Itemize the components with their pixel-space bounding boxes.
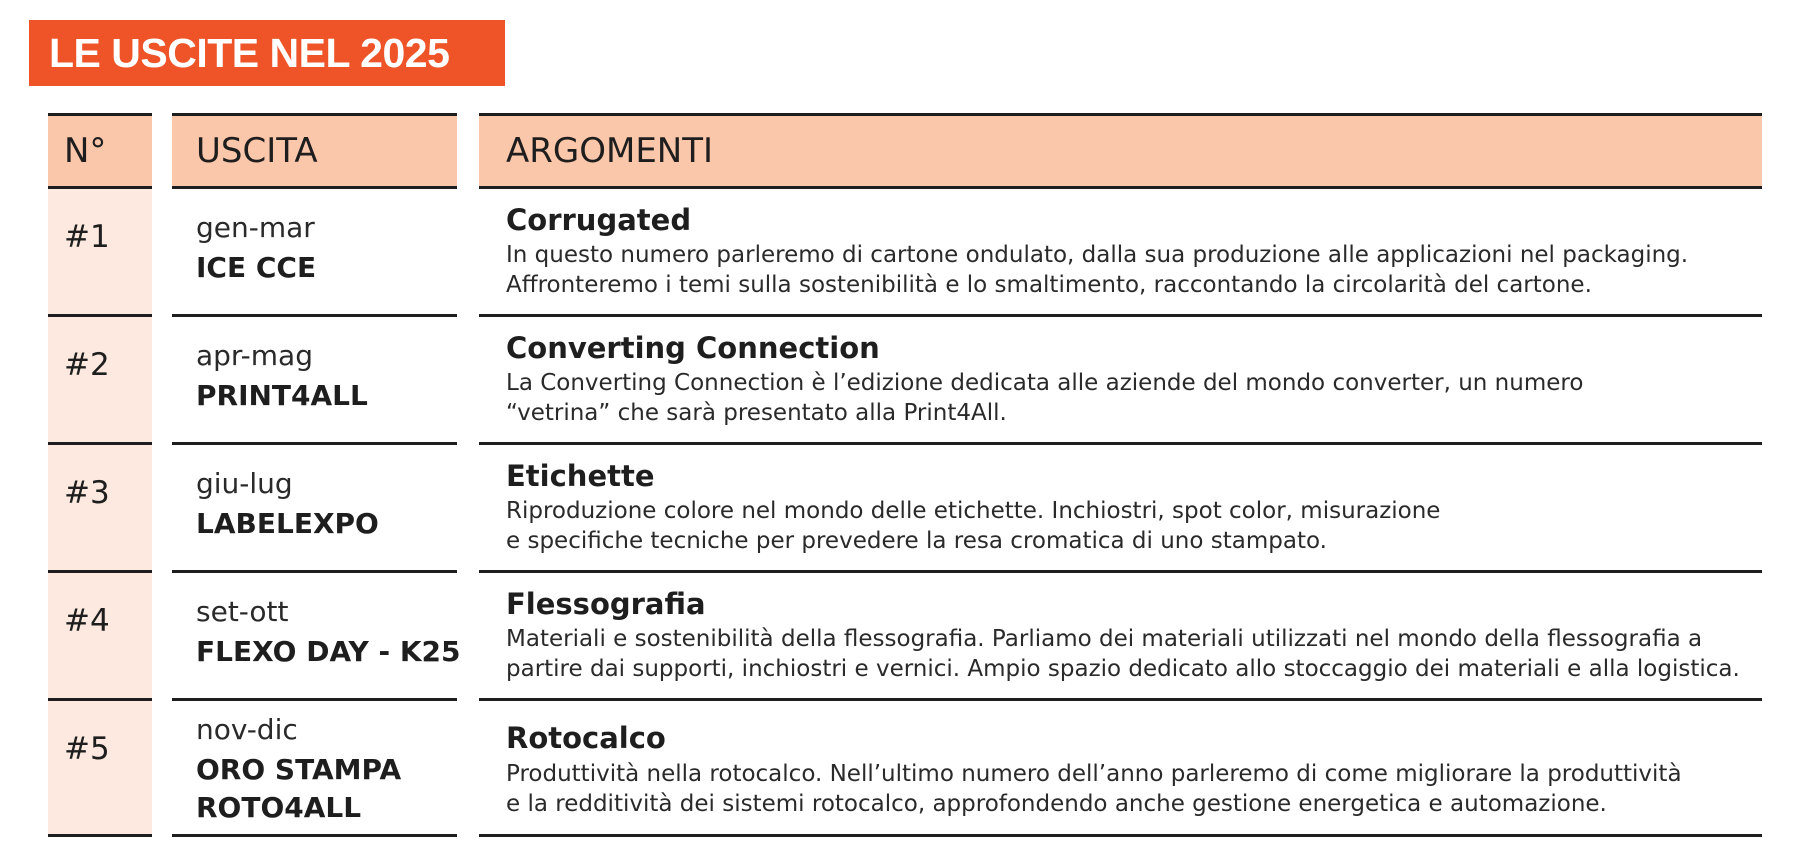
description-line: “vetrina” che sarà presentato alla Print4All. <box>506 400 1007 426</box>
description-line: Riproduzione colore nel mondo delle etichette. Inchiostri, spot color, misurazione <box>506 498 1441 524</box>
issue-event <box>196 751 401 827</box>
topic-description <box>506 368 1756 428</box>
topic-title: Corrugated <box>506 203 692 237</box>
issue-number: #2 <box>64 347 110 383</box>
description-line: Materiali e sostenibilità della flessografia. Parliamo dei materiali utilizzati nel mondo della flessografia a <box>506 626 1703 652</box>
page-title: LE USCITE NEL 2025 <box>49 29 450 76</box>
topic-description <box>506 759 1756 819</box>
issue-period: giu-lug <box>196 467 293 500</box>
issue-number: #5 <box>64 731 110 767</box>
issue-cell <box>172 317 457 445</box>
header-topics: ARGOMENTI <box>479 113 1762 189</box>
issue-cell <box>172 573 461 701</box>
description-line: La Converting Connection è l’edizione dedicata alle aziende del mondo converter, un numero <box>506 370 1584 396</box>
topic-title: Converting Connection <box>506 331 880 365</box>
topic-cell <box>479 317 1762 445</box>
description-line: e la redditività dei sistemi rotocalco, approfondendo anche gestione energetica e automazione. <box>506 791 1607 817</box>
description-line: Affronteremo i temi sulla sostenibilità e lo smaltimento, raccontando la circolarità del cartone. <box>506 272 1592 298</box>
description-line: partire dai supporti, inchiostri e vernici. Ampio spazio dedicato allo stoccaggio dei materiali e alla logistica. <box>506 656 1740 682</box>
issue-cell <box>172 701 457 837</box>
topic-cell <box>479 573 1762 701</box>
issue-event <box>196 249 316 287</box>
topic-title: Etichette <box>506 459 655 493</box>
topic-description <box>506 496 1756 556</box>
topics-column <box>479 113 1762 837</box>
issue-period: apr-mag <box>196 339 313 372</box>
event-line: ICE CCE <box>196 251 317 284</box>
issue-period: set-ott <box>196 595 289 628</box>
issue-number: #3 <box>64 475 110 511</box>
issue-event <box>196 505 379 543</box>
issue-number: #4 <box>64 603 110 639</box>
description-line: Produttività nella rotocalco. Nell’ultimo numero dell’anno parleremo di come migliorare la produttività <box>506 761 1682 787</box>
event-line: FLEXO DAY - K25 <box>196 635 461 668</box>
topic-title: Flessografia <box>506 587 706 621</box>
event-line: ROTO4ALL <box>196 791 362 824</box>
number-column <box>48 113 152 837</box>
number-cell <box>48 317 152 445</box>
issue-period: gen-mar <box>196 211 315 244</box>
issue-event <box>196 633 461 671</box>
header-issue: USCITA <box>172 113 457 189</box>
issue-period: nov-dic <box>196 713 298 746</box>
event-line: LABELEXPO <box>196 507 379 540</box>
topic-cell <box>479 189 1762 317</box>
issue-event <box>196 377 368 415</box>
issue-cell <box>172 445 457 573</box>
issue-number: #1 <box>64 219 110 255</box>
topic-description <box>506 240 1756 300</box>
event-line: ORO STAMPA <box>196 753 402 786</box>
number-cell <box>48 189 152 317</box>
number-cell <box>48 573 152 701</box>
issue-column <box>172 113 461 837</box>
number-cell <box>48 701 152 837</box>
topic-description <box>506 624 1756 684</box>
header-number: N° <box>48 113 152 189</box>
issue-cell <box>172 189 457 317</box>
title-banner <box>29 20 505 86</box>
number-cell <box>48 445 152 573</box>
topic-cell <box>479 701 1762 837</box>
description-line: In questo numero parleremo di cartone ondulato, dalla sua produzione alle applicazioni nel packaging. <box>506 242 1689 268</box>
description-line: e specifiche tecniche per prevedere la resa cromatica di uno stampato. <box>506 528 1327 554</box>
topic-cell <box>479 445 1762 573</box>
event-line: PRINT4ALL <box>196 379 368 412</box>
topic-title: Rotocalco <box>506 721 666 755</box>
